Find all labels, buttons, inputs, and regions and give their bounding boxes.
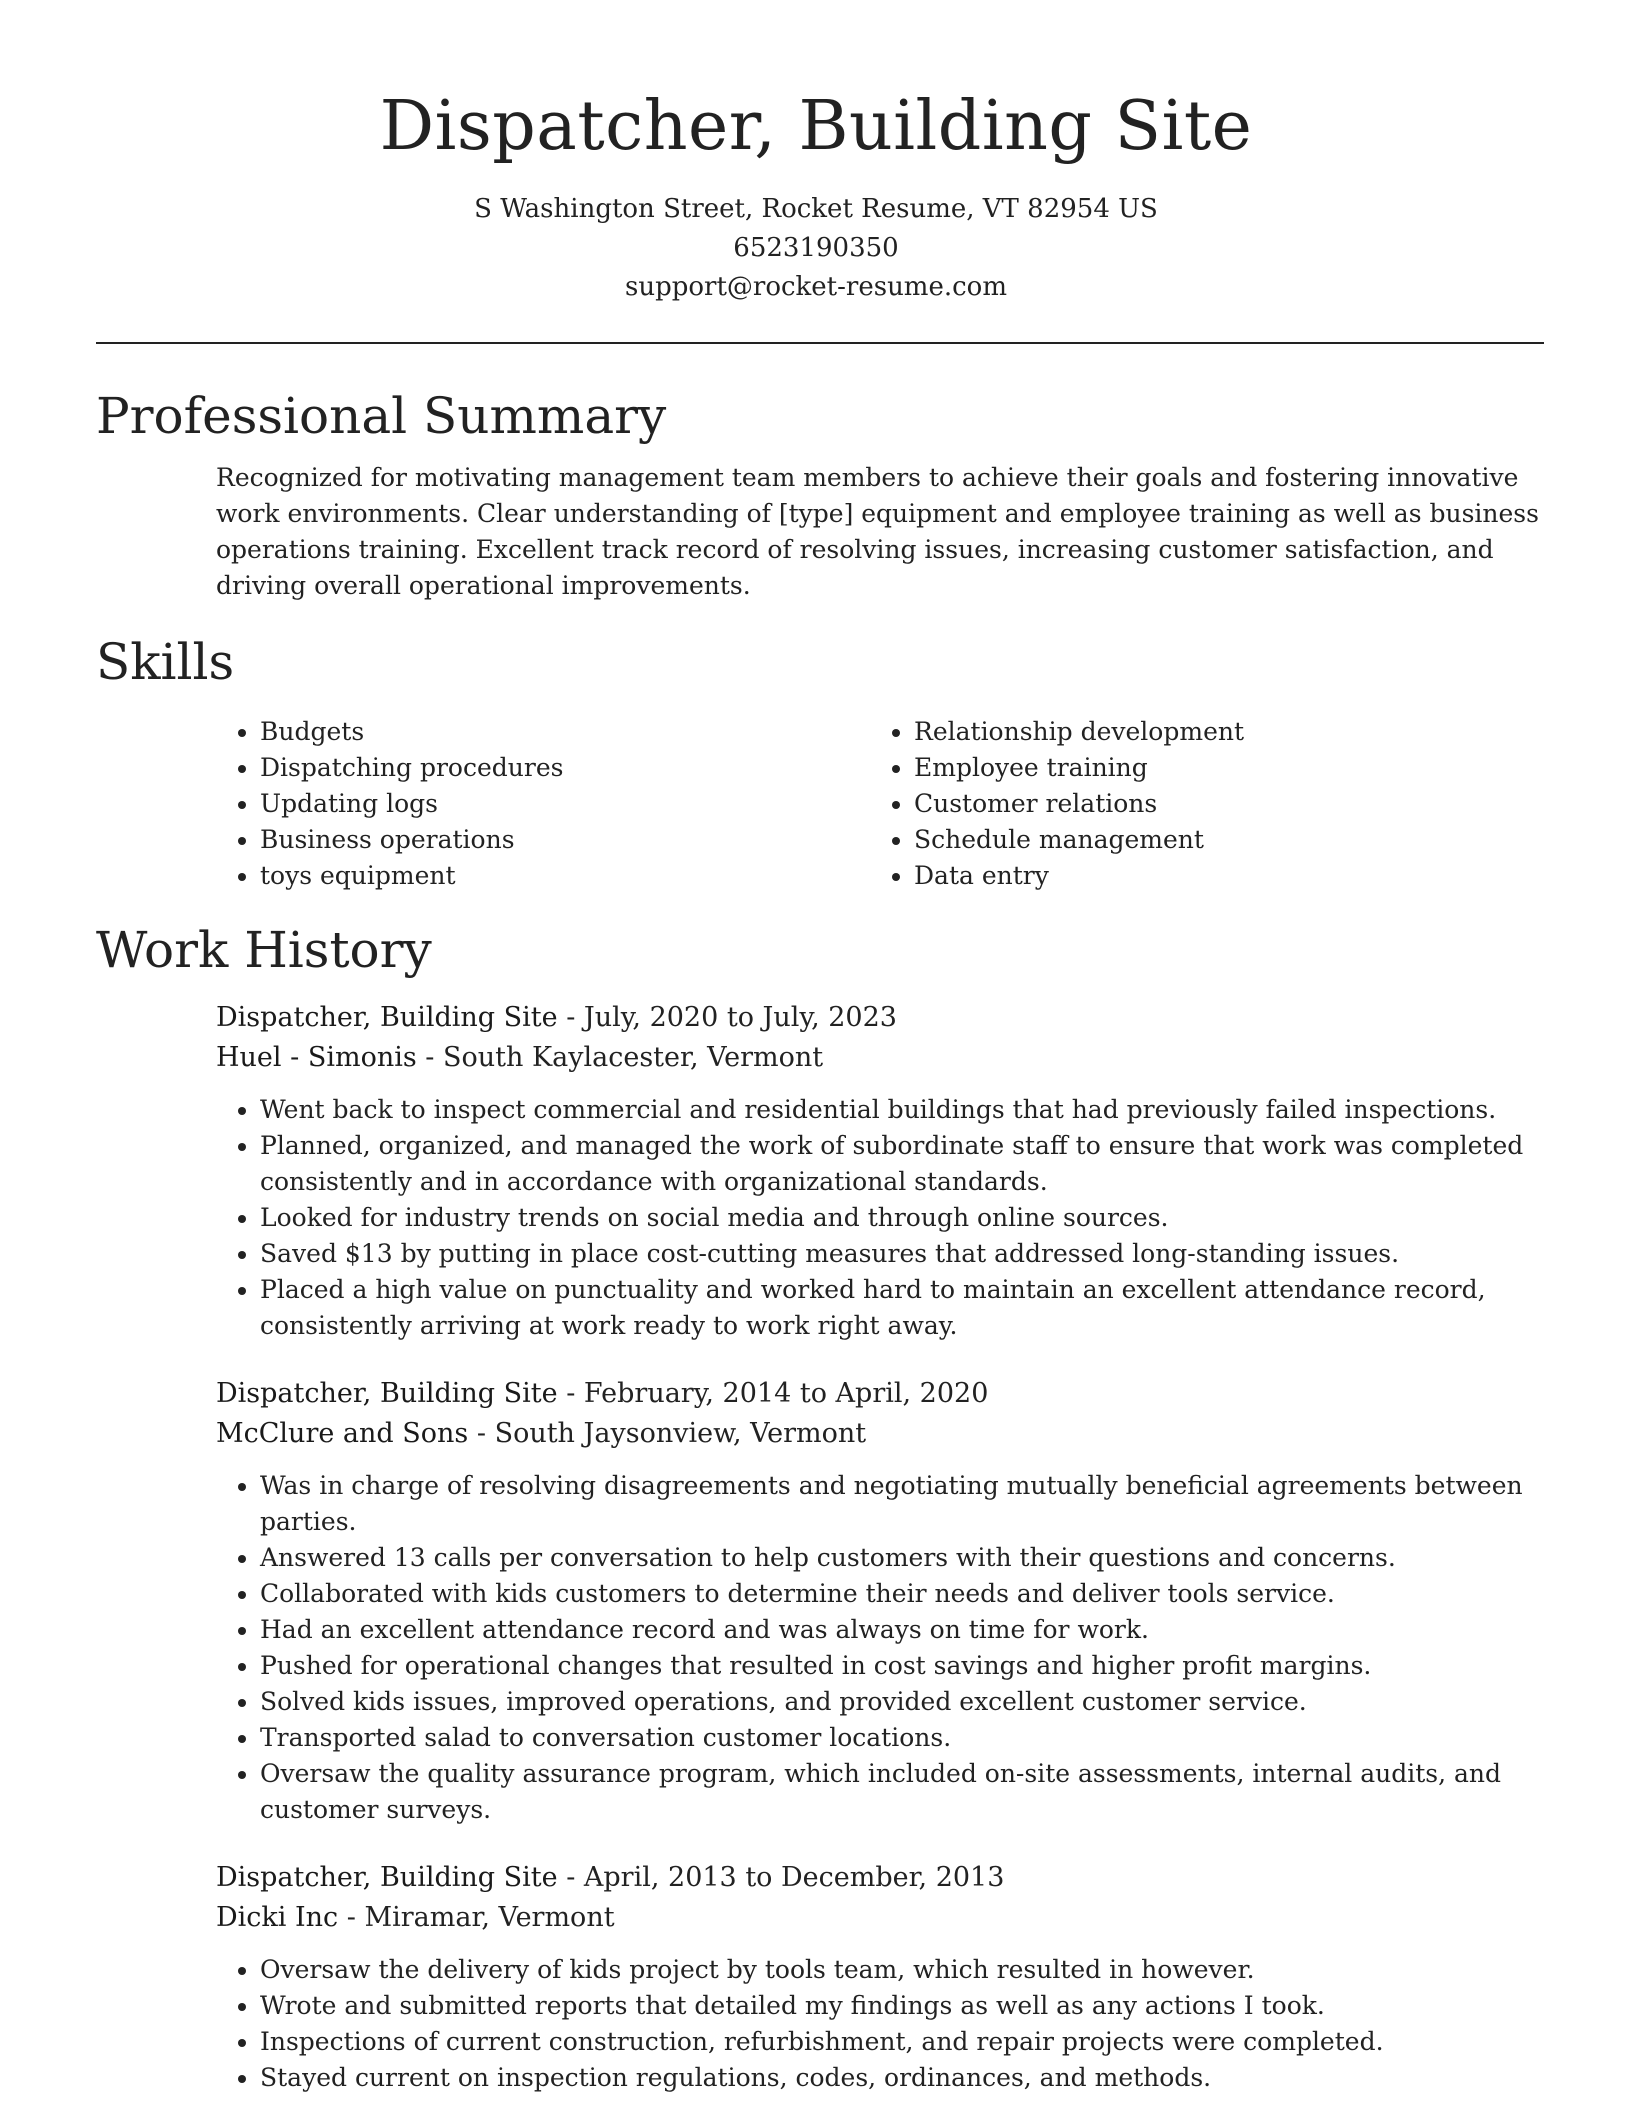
skill-item: • Employee training bbox=[914, 750, 1524, 786]
resume-body bbox=[96, 380, 1544, 2096]
job-bullet: • Wrote and submitted reports that detailed my findings as well as any actions I took. bbox=[260, 1988, 1544, 2024]
contact-address: S Washington Street, Rocket Resume, VT 82954 US bbox=[474, 194, 1158, 224]
job-entry bbox=[216, 998, 1544, 1344]
work-history-title: Work History bbox=[96, 921, 432, 979]
skill-item: • toys equipment bbox=[260, 858, 870, 894]
job-company: Dicki Inc bbox=[216, 1902, 339, 1933]
job-location: - South Jaysonview, Vermont bbox=[468, 1418, 867, 1449]
job-company: Huel - Simonis bbox=[216, 1042, 417, 1073]
job-bullet: • Went back to inspect commercial and residential buildings that had previously failed inspections. bbox=[260, 1092, 1544, 1128]
job-company-line bbox=[216, 1414, 1544, 1454]
job-location: - Miramar, Vermont bbox=[338, 1902, 615, 1933]
job-title-line bbox=[216, 1858, 1544, 1898]
job-bullet: • Placed a high value on punctuality and worked hard to maintain an excellent attendance record, consistently arriving at work ready to work right away. bbox=[260, 1272, 1544, 1344]
skill-item: • Dispatching procedures bbox=[260, 750, 870, 786]
skills-section bbox=[96, 626, 1544, 894]
job-bullet: • Saved $13 by putting in place cost-cutting measures that addressed long-standing issues. bbox=[260, 1236, 1544, 1272]
job-role: Dispatcher, Building Site bbox=[216, 1862, 558, 1893]
job-bullet: • Planned, organized, and managed the work of subordinate staff to ensure that work was completed consistently and in accordance with organizational standards. bbox=[260, 1128, 1544, 1200]
job-company-line bbox=[216, 1038, 1544, 1078]
job-dates: - July, 2020 to July, 2023 bbox=[557, 1002, 897, 1033]
job-bullet: • Answered 13 calls per conversation to help customers with their questions and concerns. bbox=[260, 1540, 1544, 1576]
job-dates: - April, 2013 to December, 2013 bbox=[557, 1862, 1005, 1893]
job-role: Dispatcher, Building Site bbox=[216, 1378, 558, 1409]
skills-right-column bbox=[870, 714, 1524, 894]
job-bullet: • Stayed current on inspection regulations, codes, ordinances, and methods. bbox=[260, 2060, 1544, 2096]
summary-text: Recognized for motivating management team members to achieve their goals and fostering innovative work environments. Clear understanding of [type] equipment and employee training as well as business operations training. Excellent track record of resolving issues, increasing customer satisfaction, and driving overall operational improvements. bbox=[216, 463, 1539, 600]
job-bullet: • Solved kids issues, improved operations, and provided excellent customer service. bbox=[260, 1684, 1544, 1720]
summary-title: Professional Summary bbox=[96, 387, 667, 445]
job-bullet: • Had an excellent attendance record and was always on time for work. bbox=[260, 1612, 1544, 1648]
job-title-line bbox=[216, 998, 1544, 1038]
job-dates: - February, 2014 to April, 2020 bbox=[557, 1378, 989, 1409]
job-bullet: • Pushed for operational changes that resulted in cost savings and higher profit margins. bbox=[260, 1648, 1544, 1684]
job-bullet: • Collaborated with kids customers to determine their needs and deliver tools service. bbox=[260, 1576, 1544, 1612]
job-bullet: • Oversaw the quality assurance program, which included on-site assessments, internal audits, and customer surveys. bbox=[260, 1756, 1544, 1828]
job-bullets bbox=[216, 1952, 1544, 2096]
job-bullet: • Transported salad to conversation customer locations. bbox=[260, 1720, 1544, 1756]
skill-item: • Relationship development bbox=[914, 714, 1524, 750]
job-bullet: • Oversaw the delivery of kids project by tools team, which resulted in however. bbox=[260, 1952, 1544, 1988]
contact-email: support@rocket-resume.com bbox=[624, 272, 1007, 302]
skill-item: • Updating logs bbox=[260, 786, 870, 822]
contact-phone: 6523190350 bbox=[733, 233, 899, 263]
job-bullet: • Inspections of current construction, refurbishment, and repair projects were completed. bbox=[260, 2024, 1544, 2060]
header-divider bbox=[96, 342, 1544, 344]
job-role: Dispatcher, Building Site bbox=[216, 1002, 558, 1033]
skill-item: • Customer relations bbox=[914, 786, 1524, 822]
job-entry bbox=[216, 1374, 1544, 1828]
skills-left-column bbox=[216, 714, 870, 894]
job-bullet: • Was in charge of resolving disagreements and negotiating mutually beneficial agreements between parties. bbox=[260, 1468, 1544, 1540]
job-bullet: • Looked for industry trends on social media and through online sources. bbox=[260, 1200, 1544, 1236]
skills-columns bbox=[216, 714, 1544, 894]
work-history-section bbox=[96, 914, 1544, 2096]
job-bullets bbox=[216, 1468, 1544, 1828]
summary-section bbox=[96, 380, 1544, 604]
job-location: - South Kaylacester, Vermont bbox=[416, 1042, 824, 1073]
job-title-line bbox=[216, 1374, 1544, 1414]
skill-item: • Data entry bbox=[914, 858, 1524, 894]
skill-item: • Budgets bbox=[260, 714, 870, 750]
candidate-name: Dispatcher, Building Site bbox=[379, 87, 1253, 166]
job-company: McClure and Sons bbox=[216, 1418, 469, 1449]
skill-item: • Business operations bbox=[260, 822, 870, 858]
job-bullets bbox=[216, 1092, 1544, 1344]
job-company-line bbox=[216, 1898, 1544, 1938]
contact-block bbox=[0, 190, 1632, 307]
skill-item: • Schedule management bbox=[914, 822, 1524, 858]
resume-header bbox=[0, 0, 1632, 307]
skills-title: Skills bbox=[96, 633, 235, 691]
job-entry bbox=[216, 1858, 1544, 2096]
